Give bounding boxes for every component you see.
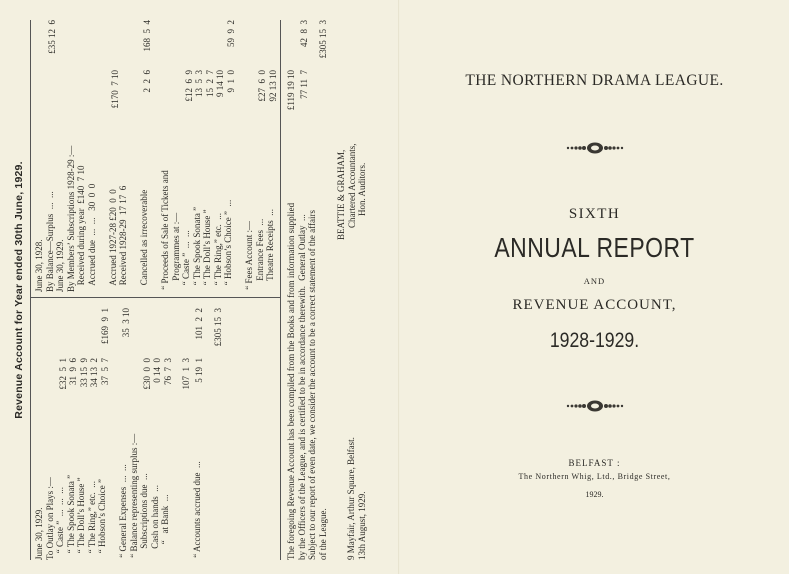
- account-line: [55, 302, 66, 560]
- line-text: Accrued 1927-28 £20 0 0: [107, 189, 118, 292]
- line-text: “ The Doll’s House ”: [76, 477, 86, 560]
- line-text: Accrued due ... ... 30 0 0: [86, 183, 97, 292]
- publication-place: BELFAST :: [568, 458, 621, 468]
- line-text: “ The Ring,” etc. ...: [86, 480, 97, 560]
- line-text: Entrance Fees ...: [254, 218, 265, 292]
- line-text: Cash on hands ...: [149, 485, 160, 560]
- line-total: £305 15 3: [212, 308, 223, 347]
- account-line: [118, 302, 129, 560]
- season-label: 1928-1929.: [549, 329, 640, 352]
- account-line: [213, 20, 224, 292]
- line-amount: 13 5 3: [194, 70, 204, 97]
- line-amount: 34 13 2: [89, 358, 99, 388]
- line-text: “ General Expenses ... ...: [118, 464, 128, 560]
- line-text: “ The Spook Sonata ”: [191, 206, 202, 292]
- account-line: [118, 20, 129, 292]
- title-rule: [30, 20, 31, 560]
- auditor-name: BEATTIE & GRAHAM,: [336, 149, 346, 240]
- account-line: [192, 302, 203, 560]
- line-amount: 92 13 10: [267, 70, 278, 102]
- account-line: [66, 20, 77, 292]
- line-amount: £30 0 0: [141, 358, 152, 390]
- line-total: 168 5 4: [141, 20, 152, 52]
- revenue-account: [14, 20, 384, 560]
- line-text: “ Hobson’s Choice ”: [97, 479, 107, 560]
- line-text: “ The Spook Sonata ”: [65, 474, 76, 560]
- line-text: “ Accounts accrued due ...: [191, 461, 202, 560]
- account-line: [171, 20, 182, 292]
- note-line: Subject to our report of even date, we consider the account to be a correct statement of the affairs: [307, 210, 318, 560]
- edition-label: SIXTH: [568, 206, 621, 222]
- line-text: General Outlay ...: [296, 214, 307, 292]
- line-amount: 2 2 6: [141, 70, 152, 93]
- auditor-title: Hon. Auditors.: [357, 162, 367, 216]
- account-line: [213, 302, 224, 560]
- line-amount: £12 6 9: [183, 70, 194, 102]
- expenditure-column: [34, 302, 223, 560]
- line-text: “ The Doll’s House ”: [202, 209, 212, 292]
- line-text: Cancelled as irrecoverable: [139, 189, 149, 292]
- line-text: “ Hobson’s Choice ” ...: [223, 199, 233, 292]
- line-amount: 77 11 7: [299, 70, 309, 99]
- line-text: By Balance—Surplus ... ...: [44, 191, 55, 292]
- line-text: Programmes at :—: [170, 212, 181, 292]
- account-line: [181, 302, 192, 560]
- center-rule: [30, 297, 280, 298]
- line-text: Subscriptions due ...: [139, 473, 149, 560]
- auditor-signature: [336, 144, 368, 240]
- line-amount: 107 1 3: [181, 358, 191, 390]
- auditor-address: [346, 437, 367, 560]
- note-line: The foregoing Revenue Account has been compiled from the Books and from information supplied: [286, 202, 296, 560]
- account-line: [244, 20, 255, 292]
- account-line: [234, 20, 245, 292]
- line-text: Received during year £140 7 10: [76, 165, 86, 292]
- line-text: “ Caste ” ... ...: [181, 230, 191, 292]
- organisation-title: THE NORTHERN DRAMA LEAGUE.: [465, 72, 724, 89]
- account-line: [160, 20, 171, 292]
- line-total: £169 9 1: [99, 308, 110, 344]
- account-line: [87, 302, 98, 560]
- line-amount: £27 6 0: [257, 70, 267, 102]
- note-line: of the League.: [317, 508, 328, 560]
- line-amount: 9 1 0: [225, 70, 236, 93]
- account-line: [192, 20, 203, 292]
- account-line: [150, 302, 161, 560]
- account-line: [181, 20, 192, 292]
- account-line: [45, 20, 56, 292]
- line-total: £35 12 6: [47, 20, 57, 54]
- account-line: [171, 302, 182, 560]
- account-line: [223, 20, 234, 292]
- income-column: [34, 20, 328, 292]
- account-line: [202, 302, 213, 560]
- print-year: 1929.: [585, 490, 604, 499]
- account-line: [202, 20, 213, 292]
- line-text: Theatre Receipts ...: [265, 208, 275, 292]
- line-text: June 30, 1929.: [34, 507, 44, 560]
- address-line: 9 Mayfair, Arthur Square, Belfast.: [346, 437, 356, 560]
- line-text: June 30, 1929.: [55, 239, 65, 292]
- account-line: [108, 302, 119, 560]
- account-line: [150, 20, 161, 292]
- account-line: [108, 20, 119, 292]
- printer-line: The Northern Whig, Ltd., Bridge Street,: [518, 472, 671, 481]
- account-line: [160, 302, 171, 560]
- account-title: Revenue Account for Year ended 30th June, 1929.: [13, 161, 25, 419]
- line-text: Received 1928-29 17 17 6: [118, 185, 128, 292]
- line-text: To Outlay on Plays :—: [44, 477, 55, 560]
- account-line: [34, 302, 45, 560]
- conjunction-label: AND: [583, 276, 606, 286]
- account-line: [139, 20, 150, 292]
- line-amount: 9 14 10: [215, 70, 225, 97]
- line-text: By Members’ Subscriptions 1928-29 :—: [65, 145, 76, 292]
- ornament-icon: [562, 140, 628, 156]
- account-line: [87, 20, 98, 292]
- line-total: 35 3 10: [120, 308, 131, 338]
- auditor-note: [286, 20, 328, 560]
- line-text: June 30, 1928.: [34, 239, 44, 292]
- line-total: 59 9 2: [225, 20, 236, 47]
- line-amount: £32 5 1: [57, 358, 68, 390]
- cover-page: [400, 0, 789, 574]
- report-title: ANNUAL REPORT: [494, 232, 695, 263]
- line-text: “ Balance representing surplus :—: [128, 433, 139, 560]
- account-line: [34, 20, 45, 292]
- line-amount: 5 19 1: [194, 358, 204, 383]
- line-amount: £170 7 10: [110, 70, 120, 109]
- account-line: [55, 20, 66, 292]
- line-text: “ Fees Account :—: [244, 221, 254, 292]
- account-heading: REVENUE ACCOUNT,: [512, 297, 677, 313]
- account-line: [276, 20, 287, 292]
- line-amount: 0 14 0: [152, 358, 162, 383]
- account-line: [129, 302, 140, 560]
- line-amount: 33 15 9: [78, 358, 89, 388]
- account-line: [66, 302, 77, 560]
- account-line: [45, 302, 56, 560]
- note-line: by the Officers of the League, and is certified to be in accordance therewith.: [296, 286, 307, 560]
- line-text: “ Caste ” ... ... ...: [55, 487, 65, 560]
- line-total: 101 2 2: [194, 308, 204, 340]
- line-amount: £119 19 10: [286, 70, 296, 111]
- account-line: [265, 20, 276, 292]
- line-text: “ Proceeds of Sale of Tickets and: [160, 170, 170, 292]
- account-line: [76, 20, 87, 292]
- account-line: [97, 302, 108, 560]
- address-date: 13th August, 1929.: [356, 491, 367, 560]
- account-line: [255, 20, 266, 292]
- account-line: [76, 302, 87, 560]
- account-line: [139, 302, 150, 560]
- line-text: “ at Bank ...: [160, 494, 170, 560]
- line-amount: 76 7 3: [162, 358, 173, 385]
- line-text: “ The Ring,” etc. ...: [212, 212, 223, 292]
- line-total: 42 8 3: [299, 20, 309, 47]
- auditor-role: Chartered Accountants,: [346, 143, 357, 228]
- account-line: [129, 20, 140, 292]
- line-total: £305 15 3: [317, 20, 328, 59]
- account-line: [97, 20, 108, 292]
- line-amount: 37 5 7: [99, 358, 110, 385]
- line-amount: 31 9 6: [68, 358, 78, 385]
- line-amount: 15 2 7: [204, 70, 215, 97]
- ornament-icon: [562, 398, 628, 414]
